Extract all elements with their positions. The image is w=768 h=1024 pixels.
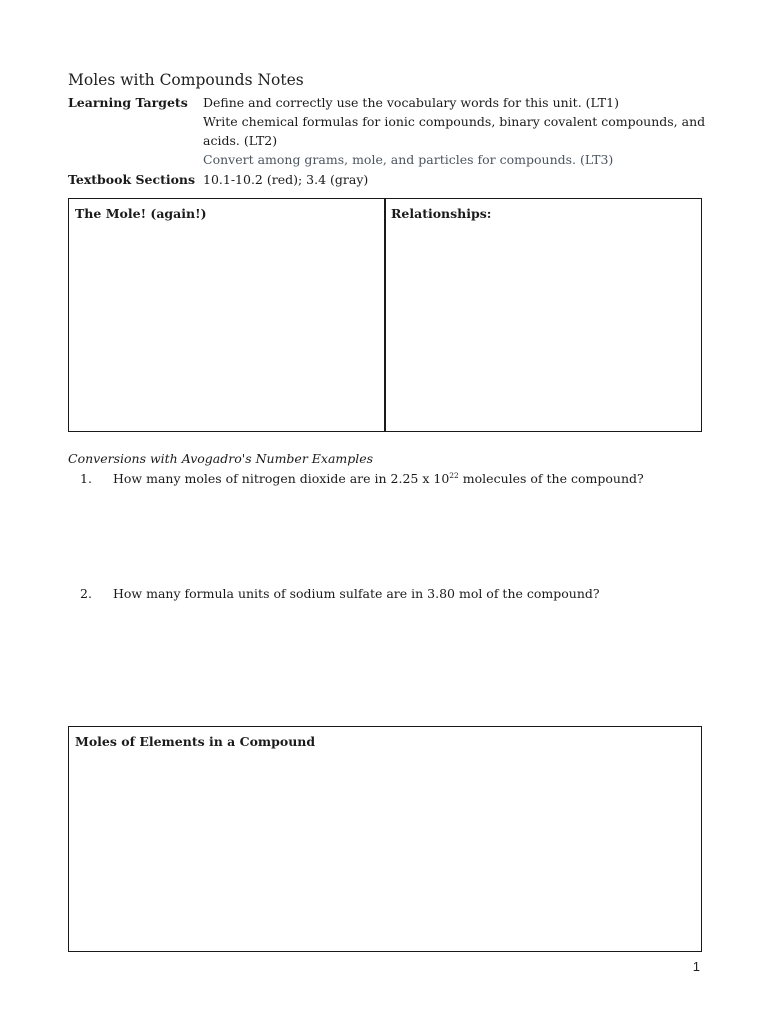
question-1-text [113,471,644,486]
question-1-text-before: How many moles of nitrogen dioxide are in 2.25 x 10 [113,471,450,486]
textbook-sections-value: 10.1-10.2 (red); 3.4 (gray) [203,172,369,187]
learning-target-lt2: Write chemical formulas for ionic compounds, binary covalent compounds, and [203,114,706,129]
elements-box-label: Moles of Elements in a Compound [75,734,316,749]
elements-box [68,726,702,952]
mole-box-label: The Mole! (again!) [75,206,207,221]
relationships-box [384,198,702,432]
question-1-text-after: molecules of the compound? [458,471,644,486]
learning-target-lt3: Convert among grams, mole, and particles for compounds. (LT3) [203,152,614,167]
question-2-text: How many formula units of sodium sulfate are in 3.80 mol of the compound? [113,586,600,601]
learning-target-lt1: Define and correctly use the vocabulary words for this unit. (LT1) [203,95,619,110]
learning-targets-list [203,93,706,169]
page-title: Moles with Compounds Notes [68,71,304,89]
question-2-number: 2. [80,586,92,601]
page-number: 1 [692,959,700,974]
conversions-heading: Conversions with Avogadro's Number Examples [68,451,374,466]
question-1-exponent: 22 [449,471,459,480]
relationships-box-label: Relationships: [391,206,492,221]
learning-target-lt2-cont: acids. (LT2) [203,133,278,148]
question-1-number: 1. [80,471,92,486]
learning-targets-label: Learning Targets [68,95,188,110]
textbook-sections-label: Textbook Sections [68,172,196,187]
mole-box [68,198,386,432]
